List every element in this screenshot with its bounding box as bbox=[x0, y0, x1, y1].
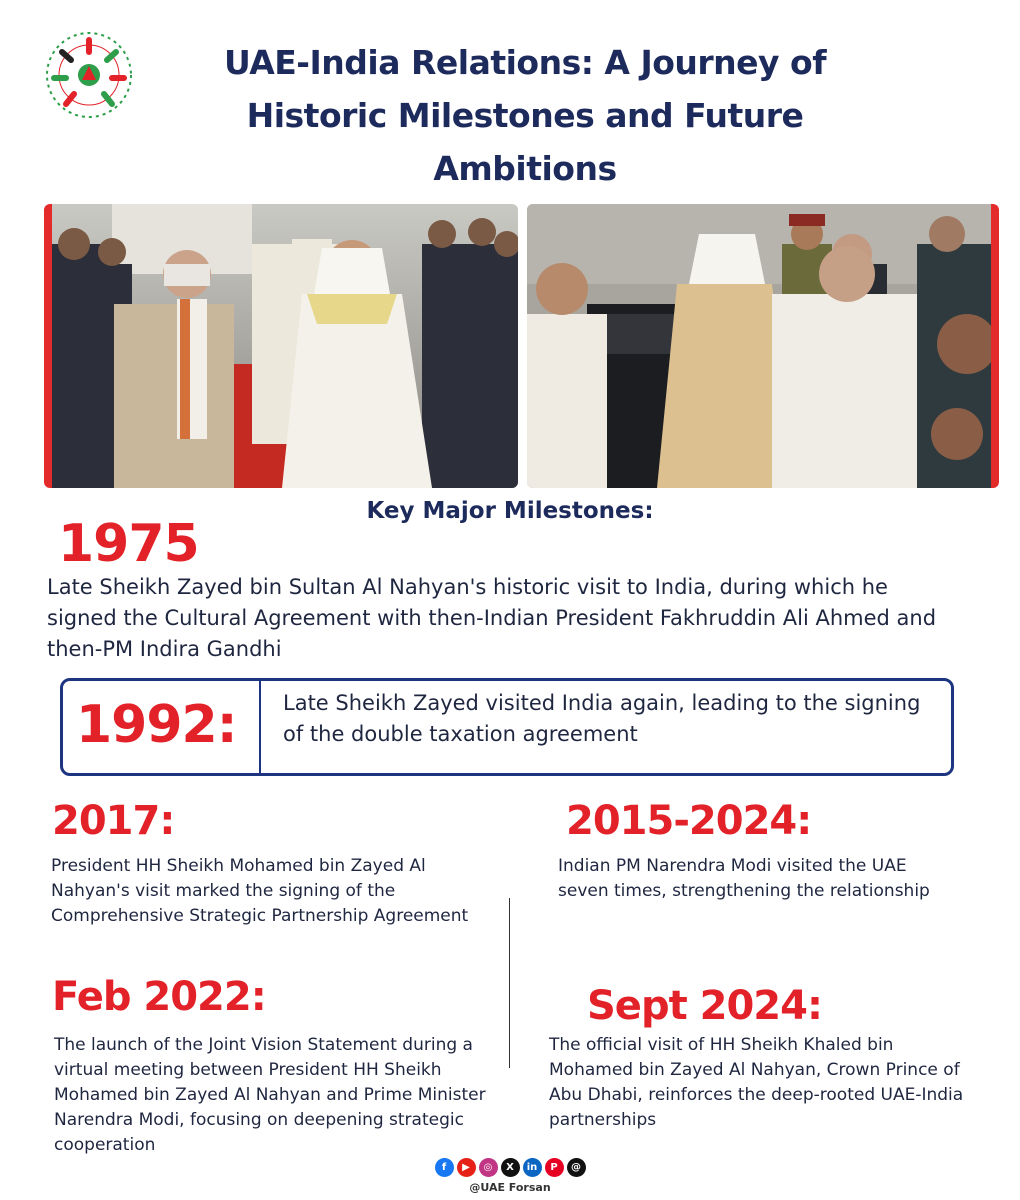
social-handle: @UAE Forsan bbox=[469, 1181, 551, 1194]
section-heading: Key Major Milestones: bbox=[366, 498, 654, 524]
milestone-2015-2024-year: 2015-2024: bbox=[566, 798, 812, 844]
social-icons bbox=[0, 1158, 1020, 1177]
page-title: UAE-India Relations: A Journey of Historic Milestones and Future Ambitions bbox=[223, 43, 827, 188]
instagram-icon[interactable]: ◎ bbox=[479, 1158, 498, 1177]
threads-icon[interactable]: @ bbox=[567, 1158, 586, 1177]
linkedin-icon[interactable]: in bbox=[523, 1158, 542, 1177]
leaders-walking-photo bbox=[44, 204, 518, 488]
youtube-icon[interactable]: ▶ bbox=[457, 1158, 476, 1177]
milestone-feb-2022-text: The launch of the Joint Vision Statement during a virtual meeting between President HH Sheikh Mohamed bin Zayed Al Nahyan and Prime Minister Narendra Modi, focusing on deepening strategic cooperation bbox=[54, 1035, 486, 1155]
milestone-sept-2024-text: The official visit of HH Sheikh Khaled bin Mohamed bin Zayed Al Nahyan, Crown Prince of Abu Dhabi, reinforces the deep-rooted UAE-India partnerships bbox=[549, 1035, 964, 1130]
leaders-handshake-photo bbox=[527, 204, 999, 488]
milestone-sept-2024-year: Sept 2024: bbox=[587, 983, 822, 1029]
milestone-2017-text: President HH Sheikh Mohamed bin Zayed Al Nahyan's visit marked the signing of the Comprehensive Strategic Partnership Agreement bbox=[51, 856, 469, 926]
facebook-icon[interactable]: f bbox=[435, 1158, 454, 1177]
milestone-1992-divider bbox=[259, 681, 261, 773]
pinterest-icon[interactable]: P bbox=[545, 1158, 564, 1177]
milestone-feb-2022-year: Feb 2022: bbox=[52, 974, 266, 1020]
milestone-2017-year: 2017: bbox=[52, 798, 175, 844]
uae-forsan-logo bbox=[44, 30, 134, 120]
milestone-2015-2024-text: Indian PM Narendra Modi visited the UAE seven times, strengthening the relationship bbox=[558, 856, 930, 901]
milestone-1975-year: 1975 bbox=[58, 514, 199, 574]
milestone-1992-text: Late Sheikh Zayed visited India again, leading to the signing of the double taxation agreement bbox=[283, 691, 921, 746]
column-divider bbox=[509, 898, 510, 1068]
milestone-1992-year: 1992: bbox=[76, 695, 237, 755]
x-icon[interactable]: X bbox=[501, 1158, 520, 1177]
milestone-1975-text: Late Sheikh Zayed bin Sultan Al Nahyan's historic visit to India, during which he signed the Cultural Agreement with then-Indian President Fakhruddin Ali Ahmed and then-PM Indira Gandhi bbox=[47, 575, 937, 661]
